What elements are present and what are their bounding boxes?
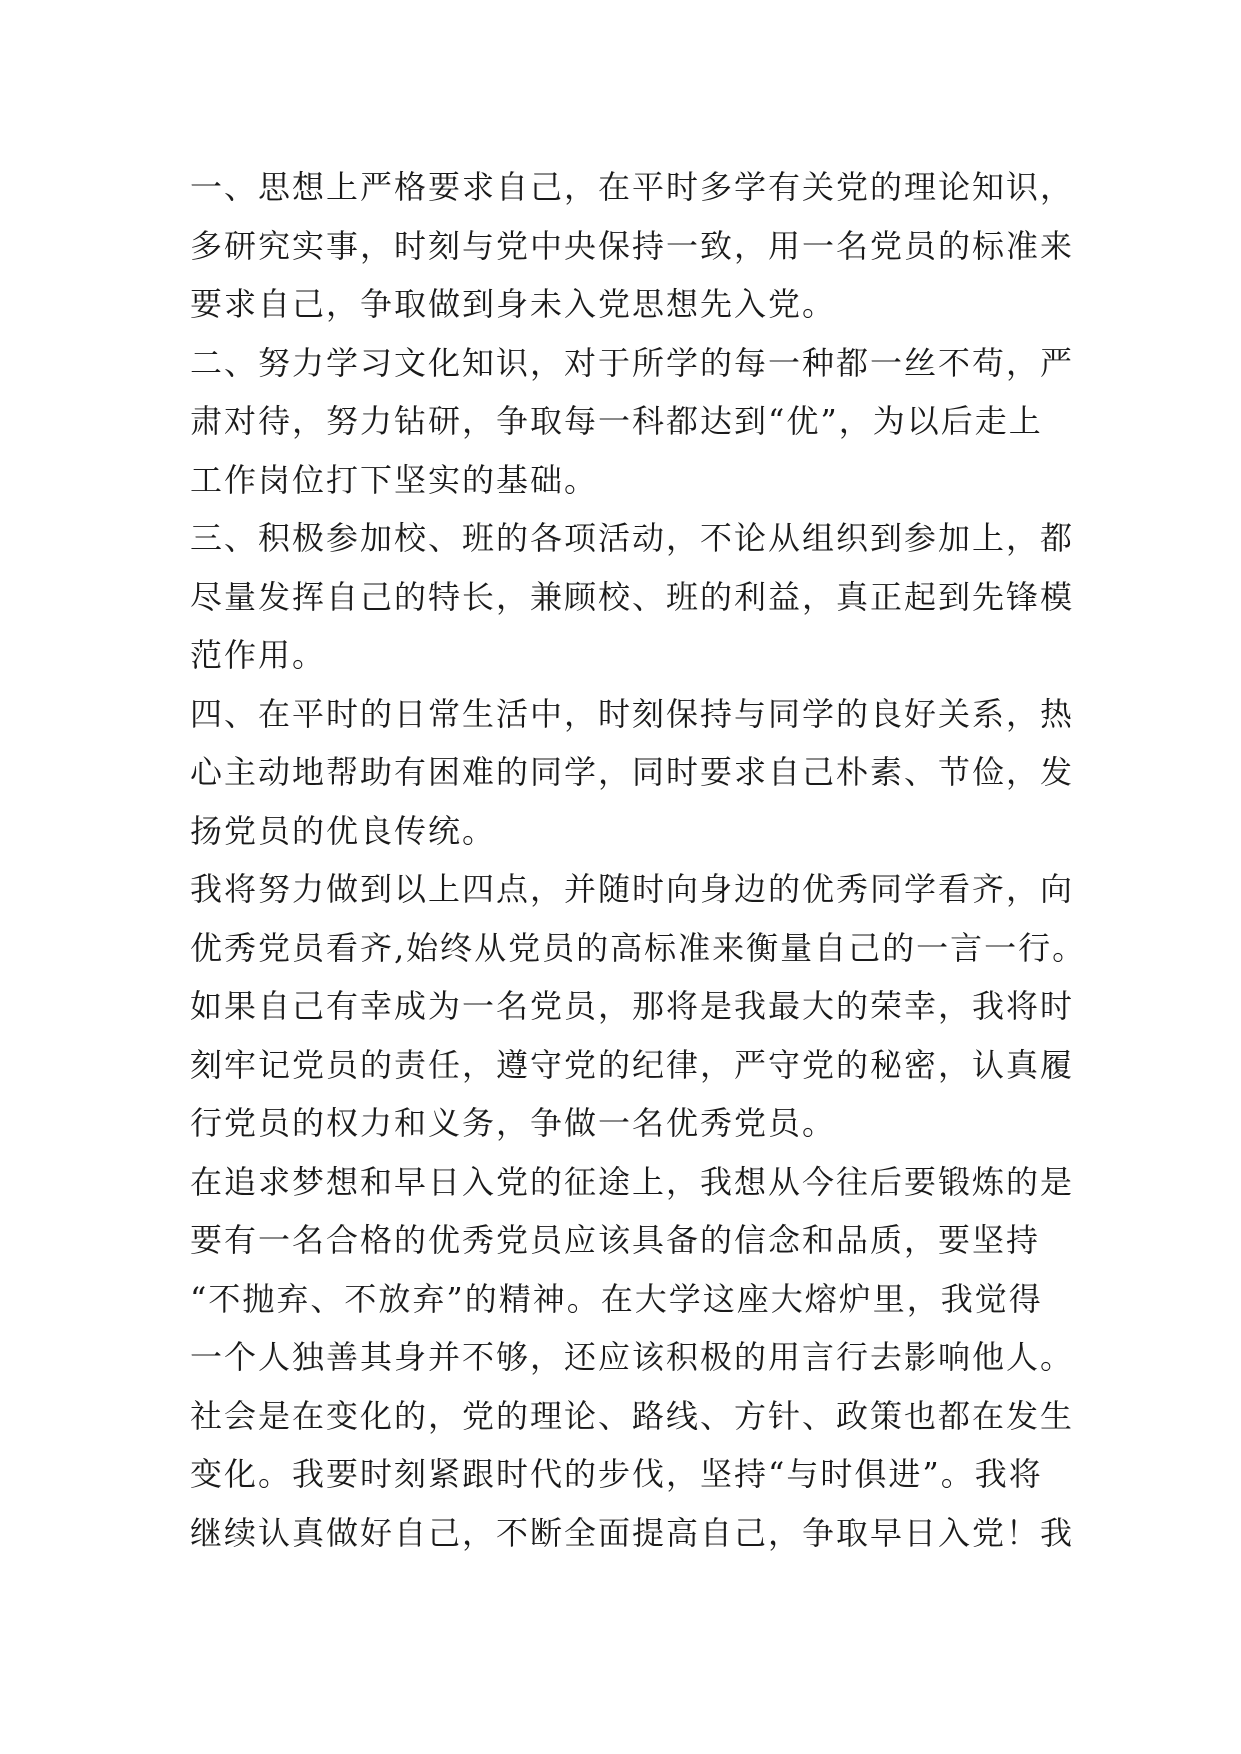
text-line: 要求自己，争取做到身未入党思想先入党。 [190,285,837,323]
text-line: 四、在平时的日常生活中，时刻保持与同学的良好关系，热 [190,694,1075,733]
text-line: 优秀党员看齐,始终从党员的高标准来衡量自己的一言一行。 [190,928,1087,967]
text-line: 扬党员的优良传统。 [190,811,497,850]
text-line: 社会是在变化的，党的理论、路线、方针、政策也都在发生 [190,1396,1075,1435]
text-line: 行党员的权力和义务，争做一名优秀党员。 [190,1104,837,1142]
text-line: 要有一名合格的优秀党员应该具备的信念和品质，要坚持 [190,1221,1041,1259]
text-line: 尽量发挥自己的特长，兼顾校、班的利益，真正起到先锋模 [190,577,1075,616]
text-line: “不抛弃、不放弃”的精神。在大学这座大熔炉里，我觉得 [190,1279,1043,1318]
text-line: 如果自己有幸成为一名党员，那将是我最大的荣幸，我将时 [190,987,1075,1025]
text-line: 我将努力做到以上四点，并随时向身边的优秀同学看齐，向 [190,870,1075,908]
text-line: 心主动地帮助有困难的同学，同时要求自己朴素、节俭，发 [190,753,1075,791]
text-line: 肃对待，努力钻研，争取每一科都达到“优”，为以后走上 [190,402,1043,440]
text-line: 刻牢记党员的责任，遵守党的纪律，严守党的秘密，认真履 [190,1045,1075,1084]
text-line: 三、积极参加校、班的各项活动，不论从组织到参加上，都 [190,519,1075,557]
text-line: 在追求梦想和早日入党的征途上，我想从今往后要锻炼的是 [190,1162,1075,1201]
text-line: 一个人独善其身并不够，还应该积极的用言行去影响他人。 [190,1338,1075,1376]
text-line: 继续认真做好自己，不断全面提高自己，争取早日入党！我 [190,1513,1075,1552]
document-body [190,158,1087,1562]
text-line: 工作岗位打下坚实的基础。 [190,460,599,499]
text-line: 一、思想上严格要求自己，在平时多学有关党的理论知识， [190,168,1075,206]
text-line: 范作用。 [190,636,327,674]
text-line: 二、努力学习文化知识，对于所学的每一种都一丝不苟，严 [190,343,1075,382]
text-line: 变化。我要时刻紧跟时代的步伐，坚持“与时俱进”。我将 [190,1455,1043,1493]
text-line: 多研究实事，时刻与党中央保持一致，用一名党员的标准来 [190,226,1075,265]
